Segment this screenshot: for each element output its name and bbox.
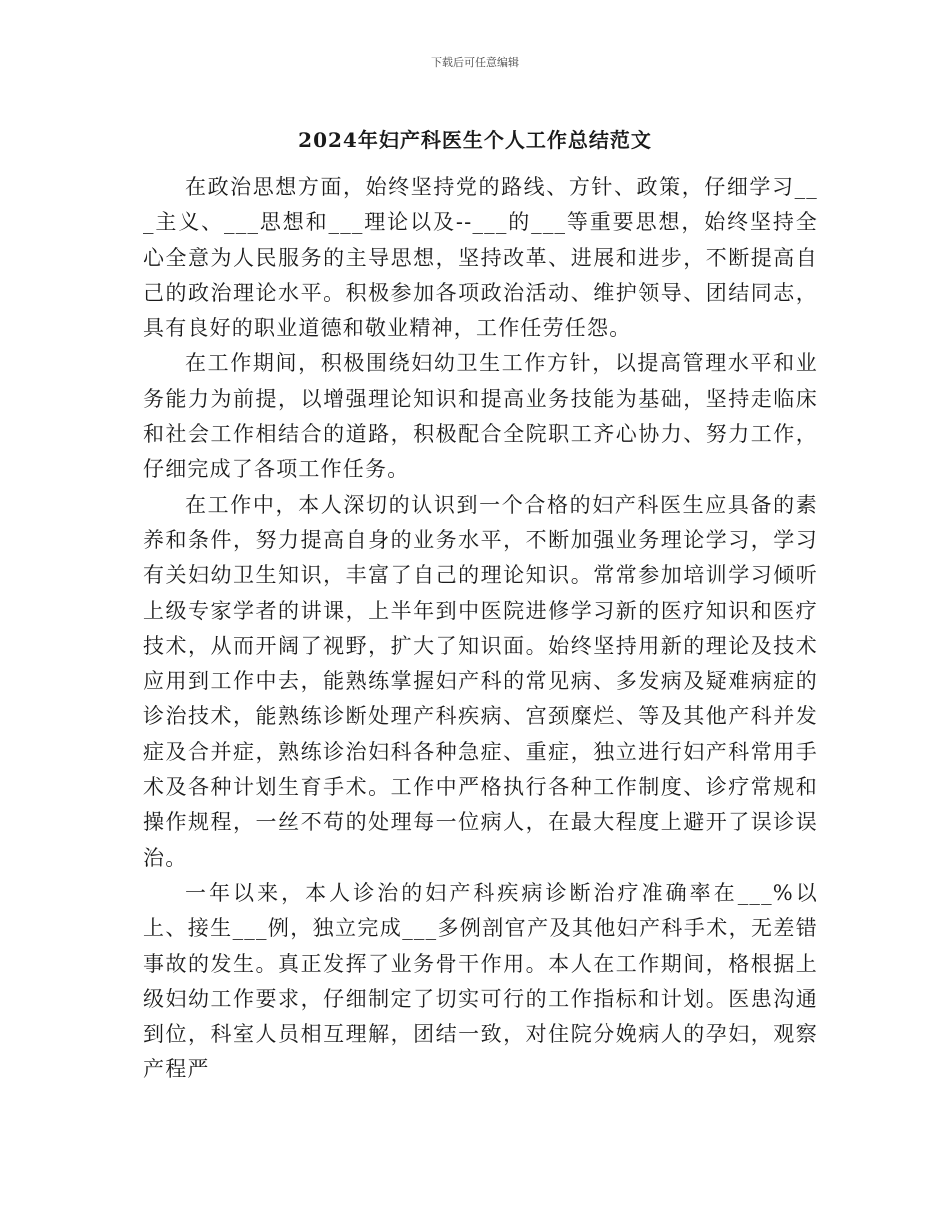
paragraph-professional-skills: 在工作中，本人深切的认识到一个合格的妇产科医生应具备的素养和条件，努力提高自身的业务水平，不断加强业务理论学习，学习有关妇幼卫生知识，丰富了自己的理论知识。常常参加培训学习倾听上级专家学者的讲课，上半年到中医院进修学习新的医疗知识和医疗技术，从而开阔了视野，扩大了知识面。始终坚持用新的理论及技术应用到工作中去，能熟练掌握妇产科的常见病、多发病及疑难病症的诊治技术，能熟练诊断处理产科疾病、宫颈糜烂、等及其他产科并发症及合并症，熟练诊治妇科各种急症、重症，独立进行妇产科常用手术及各种计划生育手术。工作中严格执行各种工作制度、诊疗常规和操作规程，一丝不苟的处理每一位病人，在最大程度上避开了误诊误治。 <box>143 492 818 870</box>
document-body <box>143 170 818 1088</box>
header-note: 下载后可任意编辑 <box>431 56 519 69</box>
document-title: 2024年妇产科医生个人工作总结范文 <box>298 128 652 152</box>
paragraph-annual-results: 一年以来，本人诊治的妇产科疾病诊断治疗准确率在___%以上、接生___例，独立完成___多例剖官产及其他妇产科手术，无差错事故的发生。真正发挥了业务骨干作用。本人在工作期间，格根据上级妇幼工作要求，仔细制定了切实可行的工作指标和计划。医患沟通到位，科室人员相互理解，团结一致，对住院分娩病人的孕妇，观察产程严 <box>143 880 818 1082</box>
paragraph-political-thought: 在政治思想方面，始终坚持党的路线、方针、政策，仔细学习___主义、___思想和___理论以及--___的___等重要思想，始终坚持全心全意为人民服务的主导思想，坚持改革、进展和进步，不断提高自己的政治理论水平。积极参加各项政治活动、维护领导、团结同志，具有良好的职业道德和敬业精神，工作任劳任怨。 <box>143 175 818 341</box>
paragraph-work-period: 在工作期间，积极围绕妇幼卫生工作方针，以提高管理水平和业务能力为前提，以增强理论知识和提高业务技能为基础，坚持走临床和社会工作相结合的道路，积极配合全院职工齐心协力、努力工作，仔细完成了各项工作任务。 <box>143 351 818 482</box>
